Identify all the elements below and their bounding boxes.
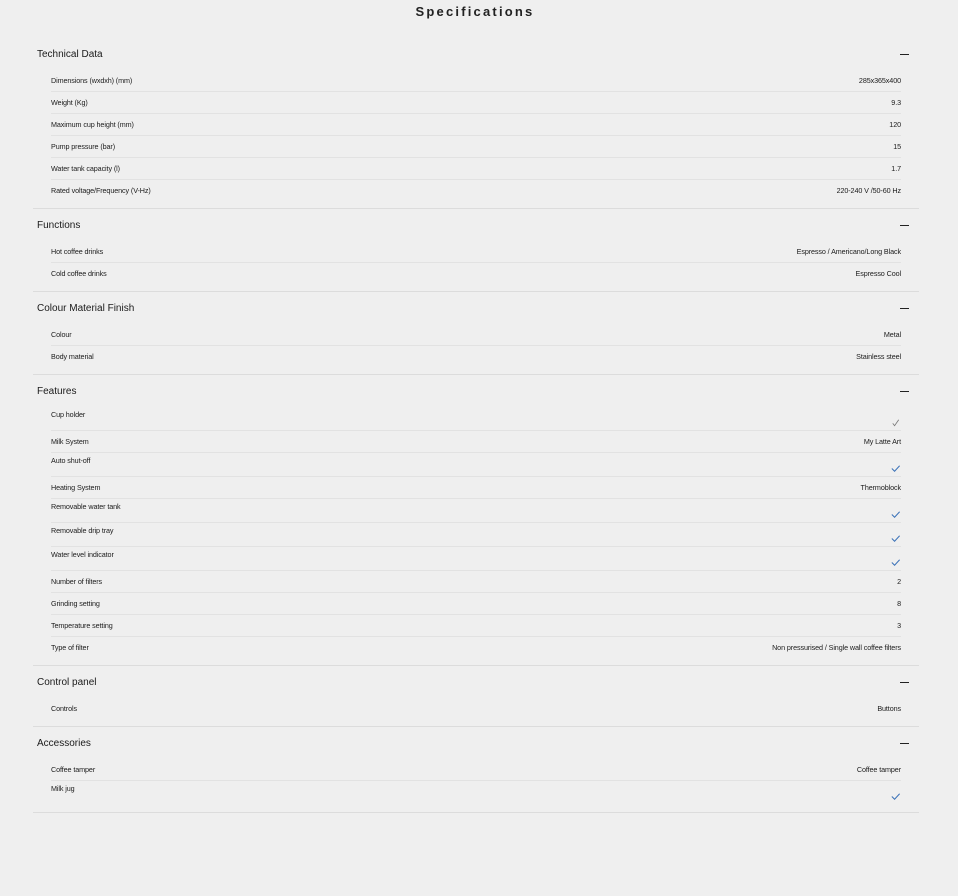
spec-value: Espresso / Americano/Long Black <box>796 247 901 256</box>
spec-label: Removable drip tray <box>51 526 114 535</box>
spec-row-pump-pressure-bar <box>51 136 901 158</box>
spec-label: Body material <box>51 352 94 361</box>
spec-label: Removable water tank <box>51 502 121 511</box>
section-technical-data <box>33 38 919 209</box>
spec-row-dimensions-wxdxh-mm <box>51 70 901 92</box>
check-icon <box>890 791 901 802</box>
spec-label: Heating System <box>51 483 101 492</box>
spec-row-number-of-filters <box>51 571 901 593</box>
spec-value: 1.7 <box>891 164 901 173</box>
spec-row-cup-holder <box>51 407 901 431</box>
collapse-icon[interactable] <box>900 225 909 226</box>
spec-rows <box>33 241 919 284</box>
section-colour-material-finish <box>33 292 919 375</box>
spec-value: 3 <box>897 621 901 630</box>
section-header-control-panel[interactable] <box>33 666 919 698</box>
spec-value: Metal <box>883 330 901 339</box>
spec-value: 9.3 <box>891 98 901 107</box>
spec-label: Maximum cup height (mm) <box>51 120 134 129</box>
spec-row-weight-kg <box>51 92 901 114</box>
check-icon <box>890 417 901 428</box>
spec-row-grinding-setting <box>51 593 901 615</box>
spec-rows <box>33 324 919 367</box>
section-header-technical-data[interactable] <box>33 38 919 70</box>
spec-label: Cold coffee drinks <box>51 269 107 278</box>
spec-row-temperature-setting <box>51 615 901 637</box>
spec-label: Controls <box>51 704 77 713</box>
spec-row-type-of-filter <box>51 637 901 658</box>
spec-label: Temperature setting <box>51 621 113 630</box>
spec-rows <box>33 698 919 719</box>
spec-label: Dimensions (wxdxh) (mm) <box>51 76 133 85</box>
spec-value: My Latte Art <box>863 437 901 446</box>
spec-row-cold-coffee-drinks <box>51 263 901 284</box>
spec-row-water-tank-capacity-l <box>51 158 901 180</box>
section-title: Technical Data <box>37 48 103 60</box>
spec-value: 8 <box>897 599 901 608</box>
spec-label: Rated voltage/Frequency (V-Hz) <box>51 186 151 195</box>
collapse-icon[interactable] <box>900 308 909 309</box>
spec-value: Stainless steel <box>856 352 901 361</box>
spec-row-auto-shut-off <box>51 453 901 477</box>
check-icon <box>890 509 901 520</box>
spec-value: Espresso Cool <box>855 269 901 278</box>
section-title: Features <box>37 385 77 397</box>
spec-rows <box>33 759 919 805</box>
spec-row-rated-voltage-frequency-v-hz <box>51 180 901 201</box>
spec-label: Pump pressure (bar) <box>51 142 116 151</box>
section-functions <box>33 209 919 292</box>
section-title: Functions <box>37 219 81 231</box>
section-title: Accessories <box>37 737 91 749</box>
check-icon <box>890 463 901 474</box>
section-title: Colour Material Finish <box>37 302 135 314</box>
page-title: Specifications <box>415 4 535 19</box>
check-icon <box>890 533 901 544</box>
spec-value: 15 <box>893 142 901 151</box>
section-control-panel <box>33 666 919 727</box>
spec-row-maximum-cup-height-mm <box>51 114 901 136</box>
spec-value: 2 <box>897 577 901 586</box>
spec-label: Milk jug <box>51 784 75 793</box>
collapse-icon[interactable] <box>900 54 909 55</box>
spec-row-removable-drip-tray <box>51 523 901 547</box>
section-accessories <box>33 727 919 813</box>
collapse-icon[interactable] <box>900 391 909 392</box>
spec-row-water-level-indicator <box>51 547 901 571</box>
section-header-functions[interactable] <box>33 209 919 241</box>
spec-label: Type of filter <box>51 643 89 652</box>
spec-value: 220-240 V /50-60 Hz <box>836 186 901 195</box>
spec-label: Weight (Kg) <box>51 98 88 107</box>
spec-label: Coffee tamper <box>51 765 96 774</box>
spec-row-milk-jug <box>51 781 901 805</box>
spec-label: Hot coffee drinks <box>51 247 104 256</box>
check-icon <box>890 557 901 568</box>
specifications-list <box>33 38 919 813</box>
spec-row-removable-water-tank <box>51 499 901 523</box>
spec-row-milk-system <box>51 431 901 453</box>
spec-label: Water level indicator <box>51 550 114 559</box>
spec-row-coffee-tamper <box>51 759 901 781</box>
spec-label: Colour <box>51 330 72 339</box>
spec-value: 120 <box>889 120 901 129</box>
section-header-features[interactable] <box>33 375 919 407</box>
spec-row-body-material <box>51 346 901 367</box>
spec-rows <box>33 407 919 658</box>
spec-label: Grinding setting <box>51 599 100 608</box>
spec-label: Cup holder <box>51 410 86 419</box>
section-header-accessories[interactable] <box>33 727 919 759</box>
collapse-icon[interactable] <box>900 743 909 744</box>
spec-row-heating-system <box>51 477 901 499</box>
collapse-icon[interactable] <box>900 682 909 683</box>
section-features <box>33 375 919 666</box>
spec-value: Non pressurised / Single wall coffee filters <box>772 643 901 652</box>
spec-row-colour <box>51 324 901 346</box>
spec-label: Milk System <box>51 437 89 446</box>
spec-label: Water tank capacity (l) <box>51 164 120 173</box>
spec-label: Number of filters <box>51 577 103 586</box>
section-header-colour-material-finish[interactable] <box>33 292 919 324</box>
spec-value: Coffee tamper <box>856 765 901 774</box>
spec-value: Buttons <box>877 704 901 713</box>
spec-value: Thermoblock <box>860 483 901 492</box>
spec-value: 285x365x400 <box>858 76 901 85</box>
section-title: Control panel <box>37 676 97 688</box>
spec-row-controls <box>51 698 901 719</box>
spec-row-hot-coffee-drinks <box>51 241 901 263</box>
spec-label: Auto shut-off <box>51 456 91 465</box>
spec-rows <box>33 70 919 201</box>
